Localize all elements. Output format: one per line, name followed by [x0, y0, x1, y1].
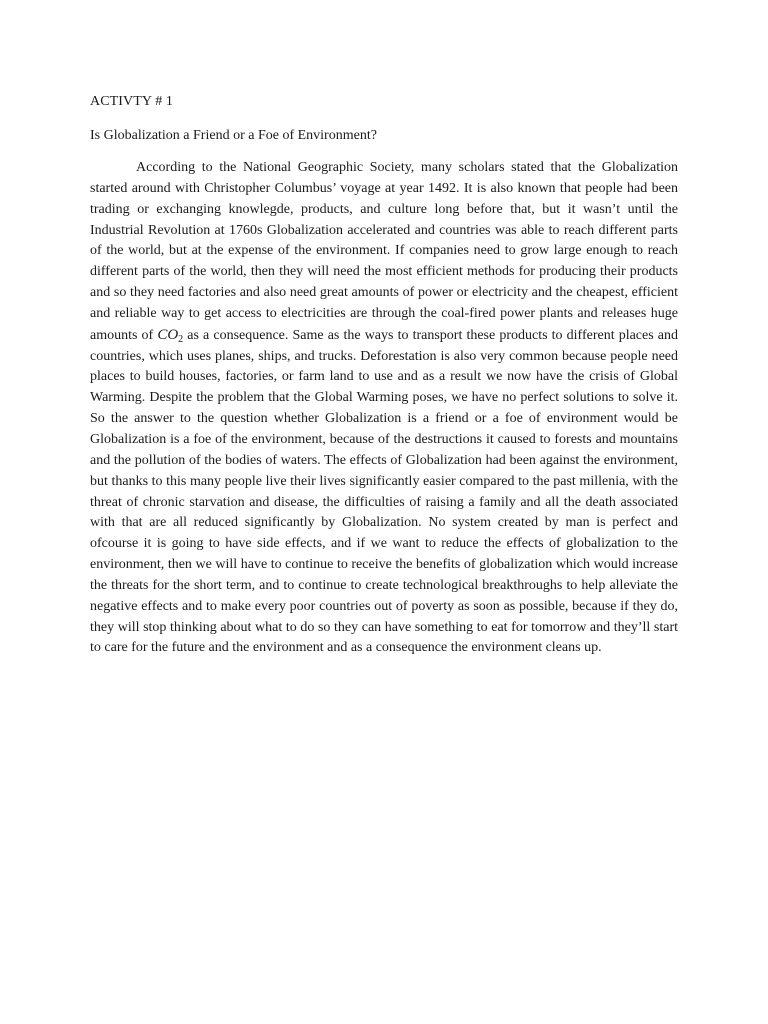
- essay-question-title: Is Globalization a Friend or a Foe of Environment?: [90, 128, 377, 143]
- formula-base: CO: [157, 326, 179, 343]
- paragraph-text-part-1: According to the National Geographic Society, many scholars stated that the Globalization started around with Christopher Columbus’ voyage at year 1492. It is also known that people had been trading or exchanging knowlegde, products, and culture long before that, but it wasn’t until the Industrial Revolution at 1760s Globalization accelerated and countries was able to reach different parts of the world, but at the expense of the environment. If companies need to grow large enough to reach different parts of the world, then they will need the most efficient methods for producing their products and so they need factories and also need great amounts of power or electricity and the cheapest, efficient and reliable way to get access to electricities are through the coal-fired power plants and releases huge amounts of: [90, 160, 678, 343]
- essay-body-paragraph: [90, 158, 678, 659]
- paragraph-text-part-2: as a consequence. Same as the ways to transport these products to different places and countries, which uses planes, ships, and trucks. Deforestation is also very common because people need places to build houses, factories, or farm land to use and as a result we now have the crisis of Global Warming. Despite the problem that the Global Warming poses, we have no perfect solutions to solve it. So the answer to the question whether Globalization is a friend or a foe of environment would be Globalization is a foe of the environment, because of the destructions it caused to forests and mountains and the pollution of the bodies of waters. The effects of Globalization had been against the environment, but thanks to this many people live their lives significantly easier compared to the past millenia, with the threat of chronic starvation and disease, the difficulties of raising a family and all the death associated with that are all reduced significantly by Globalization. No system created by man is perfect and ofcourse it is going to have side effects, and if we want to reduce the effects of globalization to the environment, then we will have to continue to receive the benefits of globalization which would increase the threats for the short term, and to continue to create technological breakthroughs to help alleviate the negative effects and to make every poor countries out of poverty as soon as possible, because if they do, they will stop thinking about what to do so they can have something to eat for tomorrow and they’ll start to care for the future and the environment and as a consequence the environment cleans up.: [90, 327, 678, 656]
- activity-heading: ACTIVTY # 1: [90, 94, 174, 109]
- document-page: [90, 92, 678, 659]
- co2-formula: [157, 327, 183, 343]
- formula-subscript: 2: [178, 333, 184, 345]
